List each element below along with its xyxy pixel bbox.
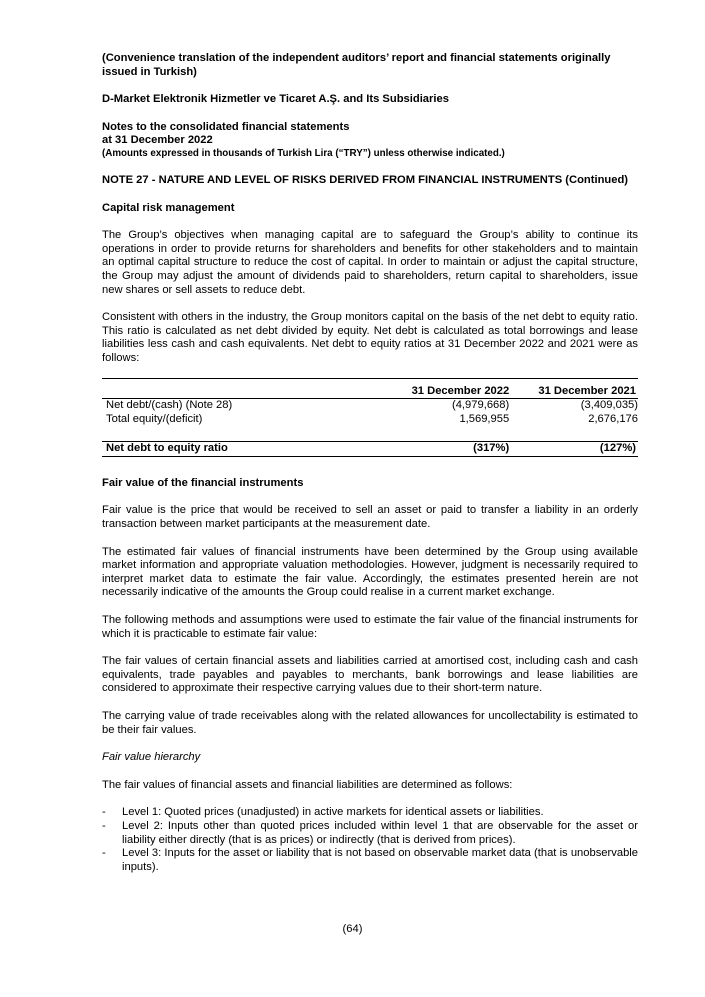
list-item [102,820,638,847]
row-label: Total equity/(deficit) [106,412,203,425]
level-text: Level 1: Quoted prices (unadjusted) in active markets for identical assets or liabilities. [122,806,544,819]
row-value-2021: (3,409,035) [580,399,638,412]
total-value-2021: (127%) [509,442,638,457]
total-value-2022: (317%) [382,442,509,457]
fair-value-paragraph-3: The following methods and assumptions were used to estimate the fair value of the financial instruments for which it is practicable to estimate fair value: [102,614,638,640]
dash-bullet: - [102,819,106,832]
convenience-note: (Convenience translation of the independent auditors’ report and financial statements originally issued in Turkish) [102,52,611,78]
capital-paragraph-1: The Group’s objectives when managing capital are to safeguard the Group’s ability to continue its operations in order to provide returns for shareholders and benefits for other stakeholders and to maintain an optimal capital structure to reduce the cost of capital. In order to maintain or adjust the capital structure, the Group may adjust the amount of dividends paid to shareholders, return capital to shareholders, issue new shares or sell assets to reduce debt. [102,229,638,296]
total-row [102,442,638,457]
note-title: NOTE 27 - NATURE AND LEVEL OF RISKS DERIVED FROM FINANCIAL INSTRUMENTS (Continued) [102,173,629,186]
fair-value-heading: Fair value of the financial instruments [102,476,304,489]
dash-bullet: - [102,847,106,860]
list-item [102,806,638,820]
column-header-2021: 31 December 2021 [509,385,638,399]
hierarchy-intro: The fair values of financial assets and financial liabilities are determined as follows: [102,778,513,791]
capital-heading: Capital risk management [102,201,235,214]
hierarchy-heading: Fair value hierarchy [102,751,201,764]
amounts-note: (Amounts expressed in thousands of Turkish Lira (“TRY”) unless otherwise indicated.) [102,147,505,159]
document-page [102,52,638,874]
fair-value-paragraph-4: The fair values of certain financial assets and liabilities carried at amortised cost, including cash and cash equivalents, trade payables and payables to merchants, bank borrowings and lease liabilities are considered to approximate their respective carrying values due to their short-term nature. [102,655,638,695]
company-name: D-Market Elektronik Hizmetler ve Ticaret A.Ş. and Its Subsidiaries [102,93,449,106]
list-item [102,847,638,874]
table-header-row [102,385,638,399]
table-row [102,399,638,413]
net-debt-table [102,378,638,457]
fair-value-paragraph-2: The estimated fair values of financial instruments have been determined by the Group using available market information and appropriate valuation methodologies. However, judgment is necessarily required to interpret market data to estimate the fair value. Accordingly, the estimates presented herein are not necessarily indicative of the amounts the Group could realise in a current market exchange. [102,545,638,599]
date-line: at 31 December 2022 [102,134,213,147]
fair-value-paragraph-5: The carrying value of trade receivables along with the related allowances for uncollectability is estimated to be their fair values. [102,710,638,736]
row-value-2021: 2,676,176 [588,412,638,425]
page-number: (64) [342,923,363,935]
level-text: Level 2: Inputs other than quoted prices included within level 1 that are observable for the asset or liability either directly (that is as prices) or indirectly (that is derived from prices). [122,819,638,846]
table-row [102,413,638,427]
row-label: Net debt/(cash) (Note 28) [106,399,233,412]
capital-paragraph-2: Consistent with others in the industry, the Group monitors capital on the basis of the net debt to equity ratio. This ratio is calculated as net debt divided by equity. Net debt is calculated as total borrowings and lease liabilities less cash and cash equivalents. Net debt to equity ratios at 31 December 2022 and 2021 were as follows: [102,311,638,364]
row-value-2022: (4,979,668) [451,399,510,412]
notes-title: Notes to the consolidated financial statements [102,120,350,133]
fair-value-paragraph-1: Fair value is the price that would be received to sell an asset or paid to transfer a liability in an orderly transaction between market participants at the measurement date. [102,504,638,531]
dash-bullet: - [102,806,106,819]
hierarchy-levels-list [102,806,638,874]
total-label: Net debt to equity ratio [102,442,382,457]
column-header-2022: 31 December 2022 [382,385,509,399]
row-value-2022: 1,569,955 [459,412,510,425]
level-text: Level 3: Inputs for the asset or liability that is not based on observable market data (that is unobservable inputs). [122,847,638,873]
